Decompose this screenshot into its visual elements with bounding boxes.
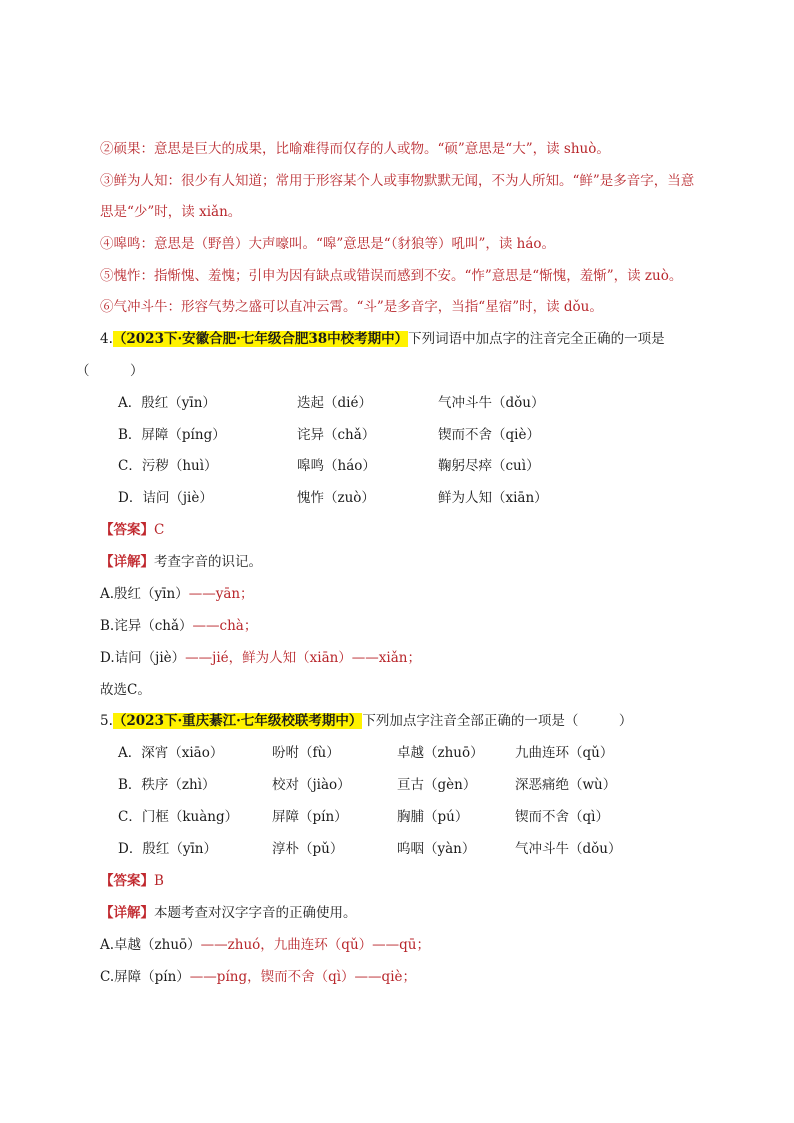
answer-value: B (154, 873, 164, 889)
q4-option-a-1: A．殷红（yīn） (118, 395, 216, 411)
q5-option-b-2: 校对（jiào） (272, 777, 351, 793)
q4-fix-a: A.殷红（yīn）——yān； (100, 586, 254, 602)
q5-option-d-2: 淳朴（pǔ） (272, 841, 344, 857)
q4-option-a-2: 迭起（dié） (297, 395, 372, 411)
q5-option-c-4: 锲而不舍（qì） (515, 809, 609, 825)
q5-option-a-1: A．深宵（xiāo） (118, 745, 224, 761)
question-source: （2023下·重庆綦江·七年级校联考期中） (112, 713, 363, 729)
question-source: （2023下·安徽合肥·七年级合肥38中校考期中） (112, 331, 409, 347)
q4-answer (100, 520, 164, 540)
q5-detail (100, 903, 357, 923)
q4-option-d-3: 鲜为人知（xiān） (438, 490, 548, 506)
q4-fix-b: B.诧异（chǎ）——chà； (100, 618, 258, 634)
q4-option-b-2: 诧异（chǎ） (297, 427, 376, 443)
q5-option-c-1: C．门框（kuàng） (118, 809, 239, 825)
q4-option-a-3: 气冲斗牛（dǒu） (438, 395, 545, 411)
answer-value: C (154, 522, 165, 538)
question-number: 5. (100, 713, 113, 729)
q4-option-d-2: 愧怍（zuò） (297, 490, 375, 506)
q4-detail (100, 552, 262, 572)
question-4-heading (100, 329, 665, 349)
q5-option-b-3: 亘古（gèn） (397, 777, 477, 793)
detail-label: 【详解】 (100, 554, 154, 570)
q5-fix-c: C.屏障（pín）——píng，锲而不舍（qì）——qiè； (100, 969, 417, 985)
q4-option-d-1: D．诘问（jiè） (118, 490, 213, 506)
q5-option-b-1: B．秩序（zhì） (118, 777, 216, 793)
q4-option-c-2: 嗥鸣（háo） (297, 458, 376, 474)
q4-option-b-3: 锲而不舍（qiè） (438, 427, 540, 443)
q5-option-b-4: 深恶痛绝（wù） (515, 777, 617, 793)
explanation-line: ⑤愧怍：指惭愧、羞愧；引申为因有缺点或错误而感到不安。“怍”意思是“惭愧，羞惭”，读 zuò。 (100, 268, 683, 284)
q5-fix-a: A.卓越（zhuō）——zhuó，九曲连环（qǔ）——qū； (100, 937, 430, 953)
q5-option-a-4: 九曲连环（qǔ） (515, 745, 614, 761)
detail-text: 考查字音的识记。 (154, 554, 262, 570)
q5-option-d-1: D．殷红（yīn） (118, 841, 217, 857)
explanation-line: ②硕果：意思是巨大的成果，比喻难得而仅存的人或物。“硕”意思是“大”，读 shuò。 (100, 141, 610, 157)
answer-label: 【答案】 (100, 522, 154, 538)
q4-option-c-1: C．污秽（huì） (118, 458, 218, 474)
answer-blank: （ ） (76, 363, 144, 379)
answer-label: 【答案】 (100, 873, 154, 889)
q4-fix-d: D.诘问（jiè）——jié，鲜为人知（xiān）——xiǎn； (100, 650, 421, 666)
q5-option-a-3: 卓越（zhuō） (397, 745, 484, 761)
q4-option-c-3: 鞠躬尽瘁（cuì） (438, 458, 540, 474)
question-number: 4. (100, 331, 113, 347)
question-5-heading (100, 711, 632, 731)
detail-text: 本题考查对汉字字音的正确使用。 (154, 905, 357, 921)
q5-option-c-2: 屏障（pín） (272, 809, 348, 825)
q5-option-c-3: 胸脯（pú） (397, 809, 469, 825)
q5-option-d-3: 呜咽（yàn） (397, 841, 476, 857)
q5-answer (100, 871, 164, 891)
q5-option-a-2: 吩咐（fù） (272, 745, 340, 761)
q4-conclusion: 故选C。 (100, 682, 151, 698)
q4-option-b-1: B．屏障（píng） (118, 427, 226, 443)
question-stem: 下列词语中加点字的注音完全正确的一项是 (408, 331, 665, 347)
explanation-line: ③鲜为人知：很少有人知道；常用于形容某个人或事物默默无闻，不为人所知。“鲜”是多音字，当意 (100, 173, 695, 189)
explanation-line: ⑥气冲斗牛：形容气势之盛可以直冲云霄。“斗”是多音字，当指“星宿”时，读 dǒu。 (100, 299, 603, 315)
explanation-line: ④嗥鸣：意思是（野兽）大声嚎叫。“嗥”意思是“（豺狼等）吼叫”，读 háo。 (100, 236, 556, 252)
question-stem: 下列加点字注音全部正确的一项是（ ） (362, 713, 633, 729)
detail-label: 【详解】 (100, 905, 154, 921)
q5-option-d-4: 气冲斗牛（dǒu） (515, 841, 622, 857)
explanation-line: 思是“少”时，读 xiǎn。 (100, 204, 242, 220)
